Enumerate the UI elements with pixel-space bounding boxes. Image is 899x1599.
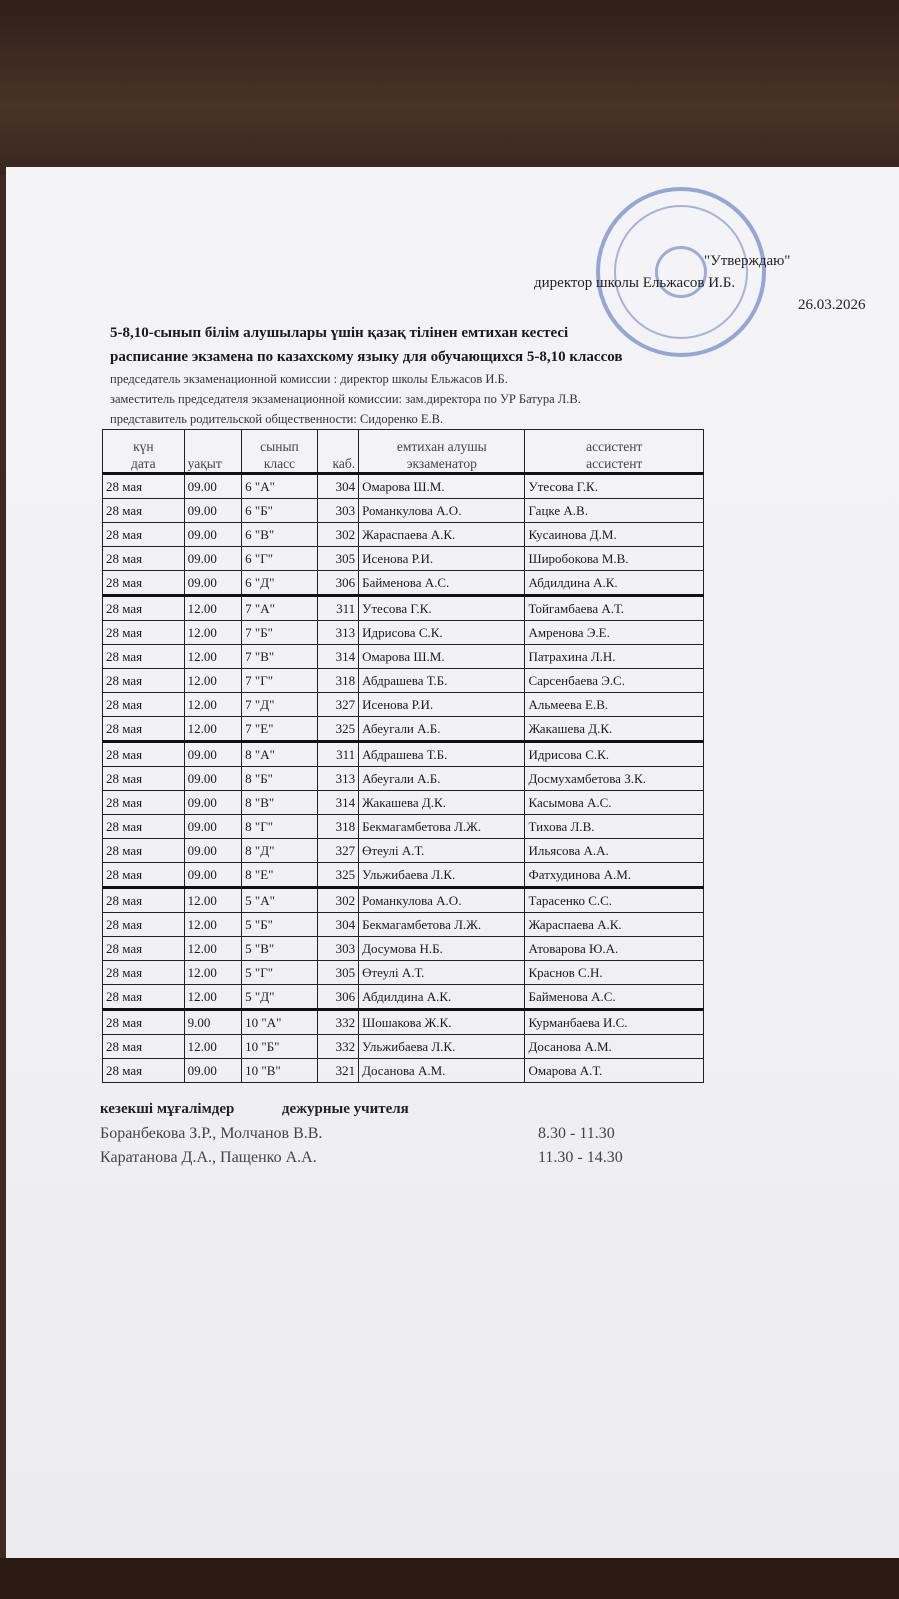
cell-room: 311: [317, 742, 358, 767]
table-row: [103, 621, 704, 645]
cell-examiner: Досумова Н.Б.: [359, 937, 525, 961]
table-header-row: [103, 430, 704, 474]
cell-assistant: Тарасенко С.С.: [525, 888, 704, 913]
cell-assistant: Широбокова М.В.: [525, 547, 704, 571]
commission-parent-rep: представитель родительской общественности: Сидоренко Е.В.: [110, 412, 444, 426]
cell-date: 28 мая: [103, 547, 185, 571]
cell-assistant: Идрисова С.К.: [525, 742, 704, 767]
cell-class: 5 "В": [242, 937, 318, 961]
table-row: [103, 1010, 704, 1035]
cell-examiner: Абеугали А.Б.: [359, 767, 525, 791]
official-seal-stamp: [596, 187, 766, 357]
title-russian: расписание экзамена по казахскому языку для обучающихся 5-8,10 классов: [110, 349, 623, 365]
cell-time: 09.00: [184, 815, 241, 839]
table-row: [103, 596, 704, 621]
cell-examiner: Өтеулі А.Т.: [359, 961, 525, 985]
cell-examiner: Омарова Ш.М.: [359, 645, 525, 669]
table-row: [103, 913, 704, 937]
column-header-assistant-ru: ассистент: [586, 456, 643, 471]
column-header-room-ru: каб.: [332, 456, 356, 471]
cell-assistant: Досмухамбетова З.К.: [525, 767, 704, 791]
duty-shift-2-time: 11.30 - 14.30: [538, 1149, 623, 1166]
table-row: [103, 985, 704, 1010]
cell-room: 303: [317, 937, 358, 961]
cell-room: 305: [317, 961, 358, 985]
table-row: [103, 839, 704, 863]
table-row: [103, 669, 704, 693]
cell-examiner: Өтеулі А.Т.: [359, 839, 525, 863]
cell-date: 28 мая: [103, 937, 185, 961]
column-header-class: [242, 430, 318, 474]
cell-room: 314: [317, 791, 358, 815]
cell-class: 7 "Б": [242, 621, 318, 645]
table-row: [103, 645, 704, 669]
cell-assistant: Краснов С.Н.: [525, 961, 704, 985]
cell-date: 28 мая: [103, 523, 185, 547]
cell-room: 305: [317, 547, 358, 571]
cell-assistant: Тойгамбаева А.Т.: [525, 596, 704, 621]
cell-time: 12.00: [184, 717, 241, 742]
cell-room: 311: [317, 596, 358, 621]
cell-examiner: Жараспаева А.К.: [359, 523, 525, 547]
cell-class: 7 "Е": [242, 717, 318, 742]
column-header-class-kz: сынып: [260, 439, 299, 454]
table-row: [103, 571, 704, 596]
column-header-examiner: [359, 430, 525, 474]
schedule-document: [6, 167, 899, 1559]
cell-date: 28 мая: [103, 742, 185, 767]
table-row: [103, 547, 704, 571]
cell-date: 28 мая: [103, 888, 185, 913]
cell-date: 28 мая: [103, 961, 185, 985]
duty-title-russian: дежурные учителя: [281, 1101, 409, 1117]
cell-assistant: Гацке А.В.: [525, 499, 704, 523]
cell-examiner: Утесова Г.К.: [359, 596, 525, 621]
commission-deputy: заместитель председателя экзаменационной комиссии: зам.директора по УР Батура Л.В.: [110, 392, 581, 406]
table-row: [103, 1035, 704, 1059]
cell-examiner: Байменова А.С.: [359, 571, 525, 596]
column-header-time-ru: уақыт: [187, 456, 222, 471]
cell-examiner: Исенова Р.И.: [359, 693, 525, 717]
cell-class: 5 "А": [242, 888, 318, 913]
cell-class: 6 "Б": [242, 499, 318, 523]
cell-room: 304: [317, 474, 358, 499]
cell-class: 8 "Г": [242, 815, 318, 839]
cell-examiner: Идрисова С.К.: [359, 621, 525, 645]
cell-room: 332: [317, 1035, 358, 1059]
cell-assistant: Досанова А.М.: [525, 1035, 704, 1059]
table-row: [103, 888, 704, 913]
cell-examiner: Романкулова А.О.: [359, 888, 525, 913]
cell-date: 28 мая: [103, 791, 185, 815]
column-header-class-ru: класс: [263, 456, 296, 471]
cell-class: 8 "Б": [242, 767, 318, 791]
cell-assistant: Касымова А.С.: [525, 791, 704, 815]
cell-assistant: Жакашева Д.К.: [525, 717, 704, 742]
cell-class: 8 "Е": [242, 863, 318, 888]
cell-room: 303: [317, 499, 358, 523]
cell-room: 327: [317, 693, 358, 717]
title-kazakh: 5-8,10-сынып білім алушылары үшін қазақ тілінен емтихан кестесі: [110, 325, 569, 341]
cell-class: 7 "А": [242, 596, 318, 621]
column-header-date-ru: дата: [131, 456, 156, 471]
cell-room: 318: [317, 815, 358, 839]
cell-time: 09.00: [184, 1059, 241, 1083]
cell-time: 12.00: [184, 961, 241, 985]
cell-room: 313: [317, 767, 358, 791]
cell-room: 306: [317, 571, 358, 596]
cell-date: 28 мая: [103, 645, 185, 669]
cell-time: 09.00: [184, 547, 241, 571]
table-row: [103, 961, 704, 985]
table-row: [103, 499, 704, 523]
cell-room: 325: [317, 863, 358, 888]
cell-class: 6 "В": [242, 523, 318, 547]
cell-date: 28 мая: [103, 1035, 185, 1059]
cell-assistant: Фатхудинова А.М.: [525, 863, 704, 888]
cell-date: 28 мая: [103, 839, 185, 863]
column-header-room-kz: [321, 438, 355, 455]
cell-time: 12.00: [184, 888, 241, 913]
cell-time: 09.00: [184, 571, 241, 596]
cell-assistant: Курманбаева И.С.: [525, 1010, 704, 1035]
column-header-examiner-ru: экзаменатор: [406, 456, 477, 471]
cell-assistant: Сарсенбаева Э.С.: [525, 669, 704, 693]
cell-examiner: Ульжибаева Л.К.: [359, 1035, 525, 1059]
table-row: [103, 474, 704, 499]
column-header-time-kz: [188, 438, 238, 455]
cell-examiner: Романкулова А.О.: [359, 499, 525, 523]
cell-assistant: Патрахина Л.Н.: [525, 645, 704, 669]
column-header-date-kz: күн: [133, 439, 154, 454]
cell-assistant: Омарова А.Т.: [525, 1059, 704, 1083]
cell-date: 28 мая: [103, 571, 185, 596]
cell-class: 8 "В": [242, 791, 318, 815]
desk-background-top: [0, 0, 899, 175]
cell-room: 313: [317, 621, 358, 645]
cell-assistant: Утесова Г.К.: [525, 474, 704, 499]
cell-class: 6 "Д": [242, 571, 318, 596]
cell-class: 6 "А": [242, 474, 318, 499]
cell-examiner: Абдрашева Т.Б.: [359, 669, 525, 693]
cell-class: 10 "А": [242, 1010, 318, 1035]
cell-class: 7 "Д": [242, 693, 318, 717]
cell-examiner: Досанова А.М.: [359, 1059, 525, 1083]
table-row: [103, 742, 704, 767]
duty-shift-2-teachers: Каратанова Д.А., Пащенко А.А.: [100, 1149, 317, 1166]
approval-heading: "Утверждаю": [704, 253, 791, 269]
cell-time: 09.00: [184, 474, 241, 499]
cell-class: 5 "Б": [242, 913, 318, 937]
cell-examiner: Омарова Ш.М.: [359, 474, 525, 499]
cell-class: 7 "Г": [242, 669, 318, 693]
duty-title-kazakh: кезекші мұғалімдер: [100, 1101, 235, 1117]
cell-time: 09.00: [184, 839, 241, 863]
cell-time: 9.00: [184, 1010, 241, 1035]
column-header-date: [103, 430, 185, 474]
duty-shift-1-time: 8.30 - 11.30: [538, 1125, 615, 1142]
cell-date: 28 мая: [103, 815, 185, 839]
column-header-assistant: [525, 430, 704, 474]
cell-room: 318: [317, 669, 358, 693]
cell-time: 12.00: [184, 645, 241, 669]
cell-class: 10 "В": [242, 1059, 318, 1083]
cell-examiner: Бекмагамбетова Л.Ж.: [359, 913, 525, 937]
cell-time: 12.00: [184, 621, 241, 645]
cell-examiner: Абеугали А.Б.: [359, 717, 525, 742]
cell-time: 09.00: [184, 523, 241, 547]
cell-assistant: Абдилдина А.К.: [525, 571, 704, 596]
cell-date: 28 мая: [103, 1059, 185, 1083]
cell-room: 302: [317, 888, 358, 913]
cell-class: 5 "Г": [242, 961, 318, 985]
table-row: [103, 1059, 704, 1083]
column-header-time: [184, 430, 241, 474]
table-row: [103, 523, 704, 547]
column-header-room: [317, 430, 358, 474]
cell-date: 28 мая: [103, 621, 185, 645]
cell-room: 302: [317, 523, 358, 547]
duty-teachers-heading: [100, 1101, 409, 1118]
cell-date: 28 мая: [103, 913, 185, 937]
cell-class: 8 "А": [242, 742, 318, 767]
cell-assistant: Амренова Э.Е.: [525, 621, 704, 645]
cell-time: 09.00: [184, 767, 241, 791]
cell-time: 12.00: [184, 913, 241, 937]
commission-chair: председатель экзаменационной комиссии : директор школы Ельжасов И.Б.: [110, 372, 508, 386]
cell-examiner: Абдилдина А.К.: [359, 985, 525, 1010]
cell-examiner: Абдрашева Т.Б.: [359, 742, 525, 767]
cell-time: 09.00: [184, 863, 241, 888]
cell-date: 28 мая: [103, 669, 185, 693]
cell-time: 09.00: [184, 742, 241, 767]
cell-class: 6 "Г": [242, 547, 318, 571]
column-header-assistant-kz: ассистент: [586, 439, 643, 454]
cell-date: 28 мая: [103, 863, 185, 888]
cell-class: 7 "В": [242, 645, 318, 669]
cell-date: 28 мая: [103, 717, 185, 742]
cell-date: 28 мая: [103, 499, 185, 523]
cell-room: 304: [317, 913, 358, 937]
cell-assistant: Байменова А.С.: [525, 985, 704, 1010]
cell-time: 12.00: [184, 985, 241, 1010]
table-row: [103, 863, 704, 888]
cell-room: 327: [317, 839, 358, 863]
cell-date: 28 мая: [103, 474, 185, 499]
cell-room: 314: [317, 645, 358, 669]
table-row: [103, 717, 704, 742]
cell-assistant: Жараспаева А.К.: [525, 913, 704, 937]
cell-date: 28 мая: [103, 1010, 185, 1035]
approval-date: 26.03.2026: [798, 297, 866, 313]
cell-assistant: Тихова Л.В.: [525, 815, 704, 839]
cell-room: 325: [317, 717, 358, 742]
cell-assistant: Кусаинова Д.М.: [525, 523, 704, 547]
cell-time: 12.00: [184, 596, 241, 621]
column-header-examiner-kz: емтихан алушы: [396, 439, 487, 454]
cell-time: 09.00: [184, 499, 241, 523]
cell-examiner: Исенова Р.И.: [359, 547, 525, 571]
cell-class: 5 "Д": [242, 985, 318, 1010]
cell-examiner: Шошакова Ж.К.: [359, 1010, 525, 1035]
table-row: [103, 791, 704, 815]
cell-assistant: Альмеева Е.В.: [525, 693, 704, 717]
cell-room: 332: [317, 1010, 358, 1035]
cell-date: 28 мая: [103, 693, 185, 717]
cell-time: 12.00: [184, 1035, 241, 1059]
cell-examiner: Жакашева Д.К.: [359, 791, 525, 815]
cell-class: 10 "Б": [242, 1035, 318, 1059]
cell-examiner: Ульжибаева Л.К.: [359, 863, 525, 888]
table-row: [103, 767, 704, 791]
duty-shift-1-teachers: Боранбекова З.Р., Молчанов В.В.: [100, 1125, 323, 1142]
cell-time: 09.00: [184, 791, 241, 815]
cell-assistant: Атоварова Ю.А.: [525, 937, 704, 961]
cell-time: 12.00: [184, 693, 241, 717]
table-row: [103, 693, 704, 717]
cell-assistant: Ильясова А.А.: [525, 839, 704, 863]
cell-room: 306: [317, 985, 358, 1010]
approval-director: директор школы Ельжасов И.Б.: [534, 275, 736, 291]
exam-schedule-table: [102, 429, 704, 1083]
cell-examiner: Бекмагамбетова Л.Ж.: [359, 815, 525, 839]
table-row: [103, 937, 704, 961]
cell-date: 28 мая: [103, 596, 185, 621]
table-body: [103, 474, 704, 1083]
cell-room: 321: [317, 1059, 358, 1083]
cell-time: 12.00: [184, 937, 241, 961]
table-row: [103, 815, 704, 839]
cell-date: 28 мая: [103, 767, 185, 791]
cell-time: 12.00: [184, 669, 241, 693]
cell-date: 28 мая: [103, 985, 185, 1010]
cell-class: 8 "Д": [242, 839, 318, 863]
desk-background-bottom: [0, 1558, 899, 1599]
